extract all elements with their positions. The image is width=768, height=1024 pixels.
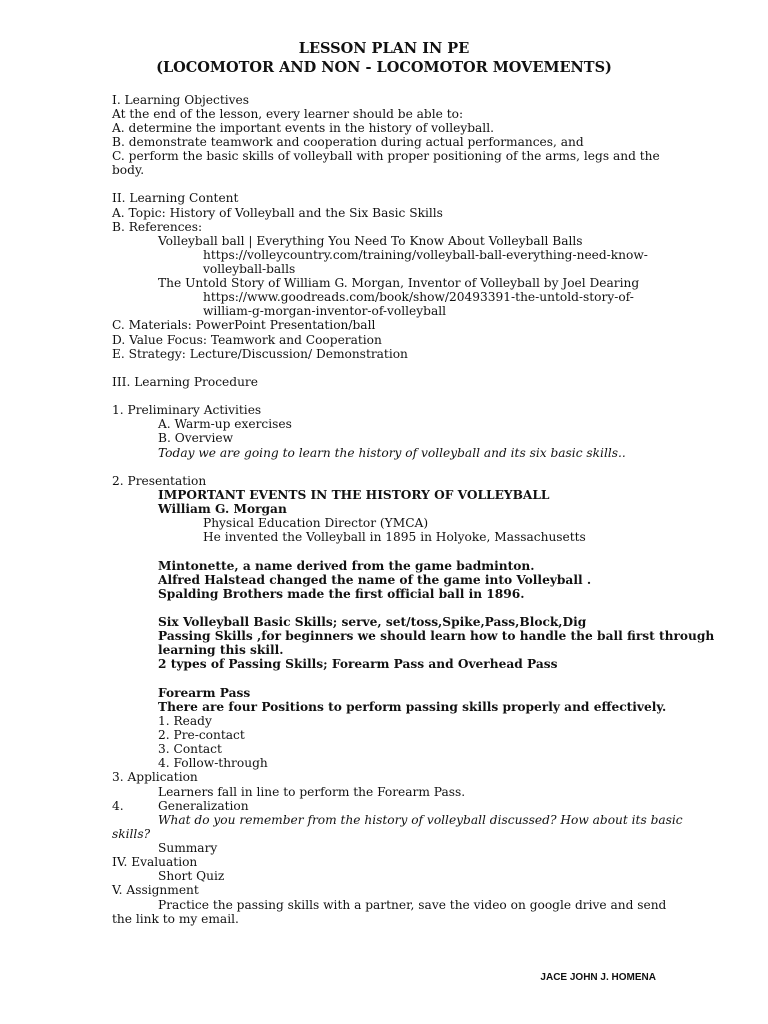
content-topic: A. Topic: History of Volleyball and the Six Basic Skills [112,206,443,220]
assignment-text-line2: the link to my email. [112,912,239,926]
content-materials: C. Materials: PowerPoint Presentation/ball [112,318,376,332]
page-subtitle: (LOCOMOTOR AND NON - LOCOMOTOR MOVEMENTS) [156,59,612,76]
assignment-text-line1: Practice the passing skills with a partner, save the video on google drive and send [158,898,667,912]
passing-skills-line1: Passing Skills ,for beginners we should learn how to handle the ball first through [158,629,715,643]
forearm-pass-heading: Forearm Pass [158,686,251,700]
reference-1-url-line1[interactable]: https://volleycountry.com/training/volleyball-ball-everything-need-know- [203,248,648,262]
objectives-intro: At the end of the lesson, every learner should be able to: [112,107,464,121]
application-text: Learners fall in line to perform the Forearm Pass. [158,785,466,799]
author-footer: JACE JOHN J. HOMENA [540,972,656,983]
assignment-heading: V. Assignment [112,883,199,897]
objective-c-line2: body. [112,163,145,177]
objective-b: B. demonstrate teamwork and cooperation during actual performances, and [112,135,584,149]
generalization-question-line2: skills? [112,827,151,841]
procedure-heading: III. Learning Procedure [112,375,258,389]
evaluation-quiz: Short Quiz [158,869,225,883]
reference-2-url-line1[interactable]: https://www.goodreads.com/book/show/20493391-the-untold-story-of- [203,290,634,304]
content-strategy: E. Strategy: Lecture/Discussion/ Demonstration [112,347,408,361]
halstead-fact: Alfred Halstead changed the name of the game into Volleyball . [158,573,592,587]
preliminary-activities: 1. Preliminary Activities [112,403,262,417]
summary-label: Summary [158,841,218,855]
reference-2-title: The Untold Story of William G. Morgan, Inventor of Volleyball by Joel Dearing [158,276,640,290]
reference-2-url-line2[interactable]: william-g-morgan-inventor-of-volleyball [203,304,447,318]
evaluation-heading: IV. Evaluation [112,855,198,869]
page-title: LESSON PLAN IN PE [298,40,470,57]
generalization-number: 4. [112,799,124,813]
objective-c-line1: C. perform the basic skills of volleyball with proper positioning of the arms, legs and the [112,149,660,163]
spalding-fact: Spalding Brothers made the first official ball in 1896. [158,587,525,601]
morgan-role: Physical Education Director (YMCA) [203,516,429,530]
reference-1-url-line2[interactable]: volleyball-balls [203,262,296,276]
six-skills: Six Volleyball Basic Skills; serve, set/toss,Spike,Pass,Block,Dig [158,615,587,629]
application-label: 3. Application [112,770,198,784]
presentation-label: 2. Presentation [112,474,207,488]
content-references-label: B. References: [112,220,203,234]
content-value-focus: D. Value Focus: Teamwork and Cooperation [112,333,382,347]
generalization-label: Generalization [158,799,249,813]
position-3: 3. Contact [158,742,222,756]
objectives-heading: I. Learning Objectives [112,93,249,107]
morgan-name: William G. Morgan [158,502,287,516]
overview-text: Today we are going to learn the history of volleyball and its six basic skills.. [158,446,626,460]
events-heading: IMPORTANT EVENTS IN THE HISTORY OF VOLLEYBALL [158,488,550,502]
mintonette-fact: Mintonette, a name derived from the game badminton. [158,559,535,573]
position-2: 2. Pre-contact [158,728,245,742]
content-heading: II. Learning Content [112,191,239,205]
overview-label: B. Overview [158,431,234,445]
generalization-question-line1: What do you remember from the history of volleyball discussed? How about its basic [158,813,683,827]
position-1: 1. Ready [158,714,212,728]
objective-a: A. determine the important events in the history of volleyball. [112,121,494,135]
two-types-passing: 2 types of Passing Skills; Forearm Pass and Overhead Pass [158,657,558,671]
position-4: 4. Follow-through [158,756,268,770]
four-positions: There are four Positions to perform passing skills properly and effectively. [158,700,667,714]
morgan-invented: He invented the Volleyball in 1895 in Holyoke, Massachusetts [203,530,586,544]
warm-up-exercises: A. Warm-up exercises [158,417,292,431]
reference-1-title: Volleyball ball | Everything You Need To Know About Volleyball Balls [158,234,583,248]
passing-skills-line2: learning this skill. [158,643,284,657]
